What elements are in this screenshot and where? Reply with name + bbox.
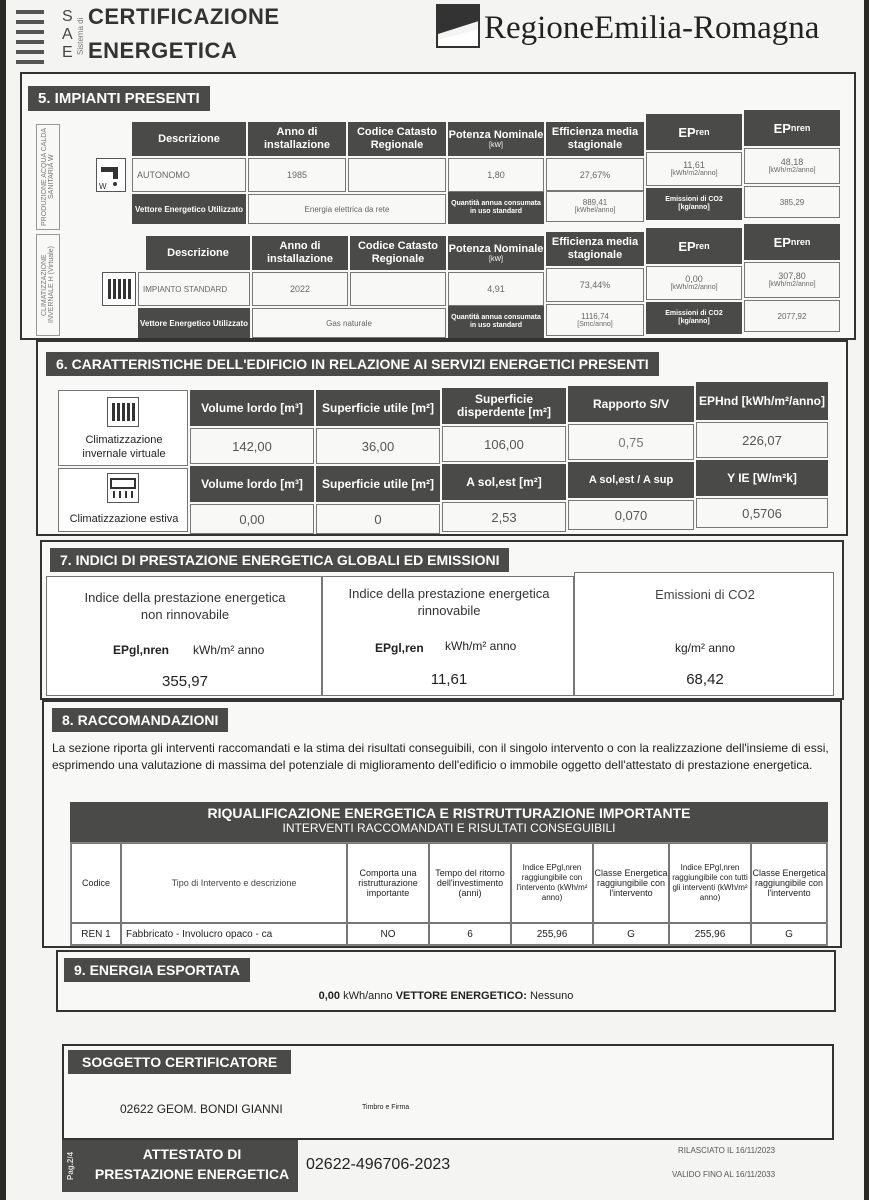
s7-col2 bbox=[322, 576, 574, 696]
s8-r-cl2: G bbox=[751, 923, 827, 945]
acs-epnren-unit: [kWh/m2/anno] bbox=[768, 167, 816, 174]
est-label-box bbox=[58, 468, 188, 532]
clima-vettore: Gas naturale bbox=[252, 308, 446, 338]
clima-h-potenza-unit: [kW] bbox=[489, 255, 503, 263]
clima-epren-val: 0,00 bbox=[685, 274, 703, 284]
tap-icon bbox=[96, 158, 126, 192]
footer-valido: VALIDO FINO AL 16/11/2033 bbox=[672, 1170, 776, 1179]
footer-title-box bbox=[62, 1140, 298, 1192]
s7-c3-val: 68,42 bbox=[686, 671, 724, 688]
s8-intro: La sezione riporta gli interventi raccomandati e la stima dei risultati conseguibili, con il singolo intervento o con la realizzazione dell'insieme di essi, esprimendo una valutazione di massima del potenziale di miglioramento dell'edificio o immobile oggetto dell'attestato di prestazione energetica. bbox=[52, 741, 829, 772]
section-7 bbox=[40, 540, 844, 700]
acs-vettore-label: Vettore Energetico Utilizzato bbox=[132, 194, 246, 224]
section-8-title: 8. RACCOMANDAZIONI bbox=[52, 708, 228, 732]
acs-h-epren-ep: EP bbox=[678, 124, 696, 140]
s8-banner bbox=[70, 802, 828, 842]
clima-qta-label: Quantità annua consumata in uso standard bbox=[448, 306, 544, 338]
clima-codice bbox=[350, 272, 446, 306]
acs-epnren bbox=[744, 148, 840, 184]
clima-epren bbox=[646, 266, 742, 300]
s7-c1-desc: Indice della prestazione energetica non rinnovabile bbox=[84, 590, 286, 622]
s8-banner-line1: RIQUALIFICAZIONE ENERGETICA E RISTRUTTURAZIONE IMPORTANTE bbox=[207, 805, 691, 821]
acs-anno: 1985 bbox=[248, 158, 346, 192]
s7-c1-sym: EPgl,nren bbox=[113, 643, 170, 657]
certificatore-box bbox=[62, 1044, 834, 1140]
clima-descr: IMPIANTO STANDARD bbox=[138, 272, 250, 306]
clima-qta bbox=[546, 304, 644, 336]
s7-col1 bbox=[46, 576, 322, 696]
radiator-icon-2 bbox=[107, 397, 139, 427]
clima-h-codice: Codice Catasto Regionale bbox=[350, 236, 446, 270]
s8-table bbox=[70, 842, 828, 946]
clima-qta-val: 1116,74 bbox=[581, 311, 609, 321]
acs-epren-val: 11,61 bbox=[683, 160, 705, 170]
acs-epren bbox=[646, 152, 742, 186]
clima-h-anno: Anno di installazione bbox=[252, 236, 348, 270]
section-9 bbox=[56, 950, 836, 1012]
acs-h-efficienza: Efficienza media stagionale bbox=[546, 122, 644, 156]
clima-epnren-unit: [kWh/m2/anno] bbox=[768, 281, 816, 288]
region-logo bbox=[436, 4, 480, 48]
s6-r2-h0: Volume lordo [m³] bbox=[190, 466, 314, 502]
s7-c3-desc: Emissioni di CO2 bbox=[655, 587, 755, 602]
acs-vettore: Energia elettrica da rete bbox=[248, 194, 446, 224]
clima-h-epren bbox=[646, 228, 742, 264]
s6-r1-h0: Volume lordo [m³] bbox=[190, 390, 314, 426]
acs-potenza: 1,80 bbox=[448, 158, 544, 192]
s7-c2-sym: EPgl,ren bbox=[375, 641, 424, 655]
s9-value: 0,00 bbox=[318, 990, 341, 1002]
s6-r1-v0: 142,00 bbox=[190, 428, 314, 464]
acs-codice bbox=[348, 158, 446, 192]
section-6 bbox=[36, 340, 848, 536]
s6-r1-h3: Rapporto S/V bbox=[568, 386, 694, 422]
clima-h-epren-sub: ren bbox=[695, 240, 710, 251]
sae-logo bbox=[16, 8, 85, 64]
s6-r1-h1: Superficie utile [m²] bbox=[316, 390, 440, 426]
s7-c3-unit: kg/m² anno bbox=[674, 641, 736, 655]
acs-h-potenza bbox=[448, 122, 544, 156]
est-label: Climatizzazione estiva bbox=[69, 513, 179, 525]
clima-side-label: CLIMATIZZAZIONE INVERNALE H (Virtuale) bbox=[41, 246, 55, 324]
s6-r2-h3: A sol,est / A sup bbox=[568, 462, 694, 498]
s6-r2-v3: 0,070 bbox=[568, 500, 694, 530]
clima-eff: 73,44% bbox=[546, 268, 644, 302]
s8-r-cl1: G bbox=[593, 923, 669, 945]
svg-text:W: W bbox=[99, 182, 107, 191]
s9-vettore: Nessuno bbox=[529, 990, 574, 1002]
s8-h-codice: Codice bbox=[71, 843, 121, 923]
s8-h-ristr: Comporta una ristrutturazione importante bbox=[347, 843, 429, 923]
clima-h-epnren-ep: EP bbox=[773, 234, 791, 250]
s6-r1-v4: 226,07 bbox=[696, 422, 828, 458]
acs-epnren-val: 48,18 bbox=[780, 157, 804, 167]
certificatore-title: SOGGETTO CERTIFICATORE bbox=[68, 1050, 291, 1074]
s8-h-ep1: Indice EPgl,nren raggiungibile con l'intervento (kWh/m² anno) bbox=[511, 843, 593, 923]
s6-r2-h4: Y IE [W/m²k] bbox=[696, 460, 828, 496]
s8-r-tempo: 6 bbox=[429, 923, 511, 945]
footer-title-2: PRESTAZIONE ENERGETICA bbox=[94, 1166, 290, 1182]
acs-co2-label bbox=[646, 188, 742, 220]
s7-c1-val: 355,97 bbox=[162, 673, 208, 690]
clima-side-label-box bbox=[36, 234, 60, 336]
clima-co2-label bbox=[646, 302, 742, 334]
s6-r2-h1: Superficie utile [m²] bbox=[316, 466, 440, 502]
sistema-small: Sistema di bbox=[76, 17, 85, 55]
section-8 bbox=[42, 700, 842, 948]
acs-h-epren bbox=[646, 114, 742, 150]
acs-co2-label-text: Emissioni di CO2 bbox=[665, 196, 723, 203]
s6-r2-v0: 0,00 bbox=[190, 504, 314, 534]
acs-h-descrizione: Descrizione bbox=[132, 122, 246, 156]
s8-r-ristr: NO bbox=[347, 923, 429, 945]
clima-qta-unit: [Smc/anno] bbox=[577, 320, 613, 328]
acs-qta-unit: [kWhel/anno] bbox=[574, 206, 616, 214]
acs-epren-unit: [kWh/m2/anno] bbox=[670, 170, 718, 177]
clima-co2-label-unit: [kg/anno] bbox=[678, 318, 710, 325]
s8-r-ep2: 255,96 bbox=[669, 923, 751, 945]
acs-side-label: PRODUZIONE ACQUA CALDA SANITARIA W bbox=[41, 127, 55, 227]
clima-h-epnren bbox=[744, 224, 840, 260]
s8-r-tipo: Fabbricato - Involucro opaco - ca bbox=[121, 923, 347, 945]
s6-r1-h4: EPHnd [kWh/m²/anno] bbox=[696, 382, 828, 420]
s8-h-cl2: Classe Energetica raggiungibile con l'intervento bbox=[751, 843, 827, 923]
s8-r-codice: REN 1 bbox=[71, 923, 121, 945]
acs-side-label-box bbox=[36, 124, 60, 230]
s6-r1-v3: 0,75 bbox=[568, 424, 694, 460]
s9-line bbox=[58, 990, 834, 1002]
section-5-title: 5. IMPIANTI PRESENTI bbox=[28, 86, 210, 111]
clima-h-epnren-sub: nren bbox=[790, 236, 811, 247]
timbro-label: Timbro e Firma bbox=[362, 1104, 410, 1111]
acs-descr: AUTONOMO bbox=[132, 158, 246, 192]
s9-unit: kWh/anno bbox=[343, 990, 393, 1002]
s7-c2-val: 11,61 bbox=[430, 671, 468, 688]
clima-epnren-val: 307,80 bbox=[778, 271, 806, 281]
acs-eff: 27,67% bbox=[546, 158, 644, 192]
certificatore-name: 02622 GEOM. BONDI GIANNI bbox=[120, 1102, 283, 1116]
section-9-title: 9. ENERGIA ESPORTATA bbox=[64, 958, 250, 982]
clima-potenza: 4,91 bbox=[448, 272, 544, 306]
region-name: RegioneEmilia-Romagna bbox=[484, 10, 820, 46]
inv-label: Climatizzazione invernale virtuale bbox=[82, 434, 166, 460]
s7-col3 bbox=[574, 572, 834, 696]
clima-epnren bbox=[744, 262, 840, 298]
s6-r1-v1: 36,00 bbox=[316, 428, 440, 464]
s6-r1-v2: 106,00 bbox=[442, 426, 566, 462]
inv-label-box bbox=[58, 390, 188, 466]
clima-h-descrizione: Descrizione bbox=[146, 236, 250, 270]
s7-c2-desc: Indice della prestazione energetica rinnovabile bbox=[348, 586, 550, 618]
footer-rilasciato: RILASCIATO IL 16/11/2023 bbox=[678, 1146, 776, 1155]
acs-co2: 385,29 bbox=[744, 186, 840, 218]
s6-r2-h2: A sol,est [m²] bbox=[442, 464, 566, 500]
acs-h-codice: Codice Catasto Regionale bbox=[348, 122, 446, 156]
s7-c1-unit: kWh/m² anno bbox=[193, 643, 265, 657]
s6-r2-v4: 0,5706 bbox=[696, 498, 828, 528]
s8-h-tempo: Tempo del ritorno dell'investimento (anni) bbox=[429, 843, 511, 923]
clima-anno: 2022 bbox=[252, 272, 348, 306]
clima-h-potenza-label: Potenza Nominale bbox=[448, 242, 544, 255]
section-5 bbox=[20, 72, 856, 340]
sistema-letters: S A E bbox=[62, 8, 73, 61]
footer-code: 02622-496706-2023 bbox=[306, 1156, 451, 1173]
s6-r1-h2: Superficie disperdente [m²] bbox=[442, 388, 566, 424]
s8-h-ep2: Indice EPgl,nren raggiungibile con tutti gli interventi (kWh/m² anno) bbox=[669, 843, 751, 923]
clima-h-efficienza: Efficienza media stagionale bbox=[546, 232, 644, 266]
s8-r-ep1: 255,96 bbox=[511, 923, 593, 945]
footer-page: Pag.2/4 bbox=[66, 1152, 75, 1181]
acs-h-epren-sub: ren bbox=[695, 126, 710, 137]
clima-h-epren-ep: EP bbox=[678, 238, 696, 254]
acs-qta bbox=[546, 190, 644, 222]
s6-r2-v2: 2,53 bbox=[442, 502, 566, 532]
s9-vettore-label: VETTORE ENERGETICO: bbox=[395, 990, 527, 1002]
acs-h-potenza-label: Potenza Nominale bbox=[448, 128, 544, 141]
acs-co2-label-unit: [kg/anno] bbox=[678, 204, 710, 211]
clima-h-potenza bbox=[448, 236, 544, 270]
acs-h-potenza-unit: [kW] bbox=[489, 141, 503, 149]
clima-vettore-label: Vettore Energetico Utilizzato bbox=[138, 308, 250, 338]
s8-banner-line2: INTERVENTI RACCOMANDATI E RISULTATI CONSEGUIBILI bbox=[282, 821, 616, 835]
header-title-1: CERTIFICAZIONE bbox=[88, 4, 280, 29]
acs-qta-label: Quantità annua consumata in uso standard bbox=[448, 192, 544, 224]
acs-h-anno: Anno di installazione bbox=[248, 122, 346, 156]
acs-h-epnren-ep: EP bbox=[773, 120, 791, 136]
acs-h-epnren-sub: nren bbox=[790, 122, 811, 133]
clima-co2: 2077,92 bbox=[744, 300, 840, 332]
section-7-title: 7. INDICI DI PRESTAZIONE ENERGETICA GLOBALI ED EMISSIONI bbox=[50, 548, 509, 572]
clima-epren-unit: [kWh/m2/anno] bbox=[670, 284, 718, 291]
acs-h-epnren bbox=[744, 110, 840, 146]
ac-icon bbox=[107, 473, 139, 503]
header-title-2: ENERGETICA bbox=[88, 38, 238, 63]
s8-h-cl1: Classe Energetica raggiungibile con l'intervento bbox=[593, 843, 669, 923]
s7-c2-unit: kWh/m² anno bbox=[445, 639, 517, 653]
document-page bbox=[6, 0, 864, 1200]
acs-qta-val: 889,41 bbox=[582, 197, 608, 207]
radiator-icon bbox=[102, 272, 136, 306]
s6-r2-v1: 0 bbox=[316, 504, 440, 534]
section-6-title: 6. CARATTERISTICHE DELL'EDIFICIO IN RELAZIONE AI SERVIZI ENERGETICI PRESENTI bbox=[46, 352, 659, 376]
clima-co2-label-text: Emissioni di CO2 bbox=[665, 310, 723, 317]
s8-h-tipo: Tipo di Intervento e descrizione bbox=[121, 843, 347, 923]
footer-title-1: ATTESTATO DI bbox=[142, 1146, 242, 1162]
